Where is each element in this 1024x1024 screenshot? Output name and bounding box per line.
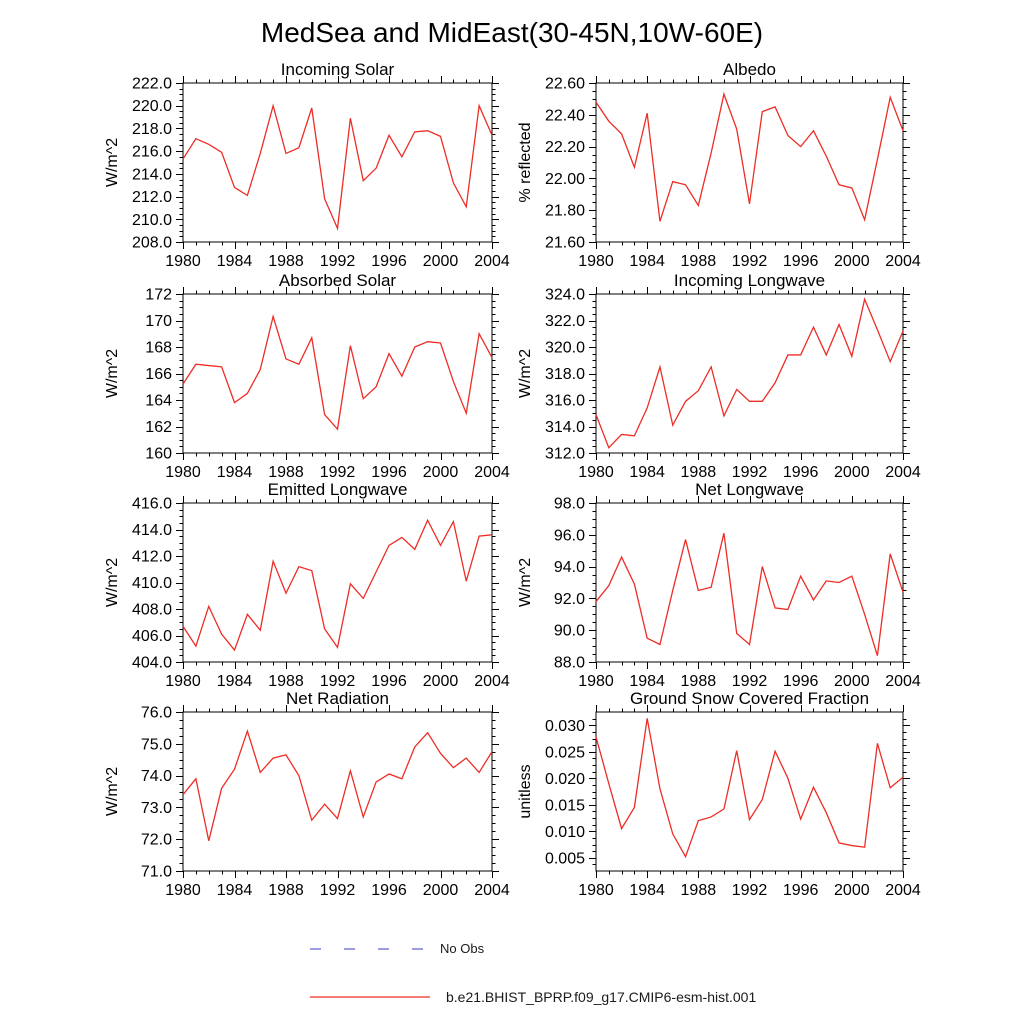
page-title: MedSea and MidEast(30-45N,10W-60E) <box>260 17 764 48</box>
x-tick-label: 2004 <box>474 253 510 270</box>
y-tick-label: 322.0 <box>544 313 585 330</box>
x-tick-label: 2000 <box>834 882 870 899</box>
y-tick-label: 212.0 <box>131 189 172 207</box>
y-axis-label: W/m^2 <box>104 557 121 608</box>
y-tick-label: 210.0 <box>131 211 172 229</box>
x-tick-label: 2000 <box>834 253 870 270</box>
subplot-incoming-longwave <box>517 271 921 481</box>
series-line-net-radiation <box>183 731 492 841</box>
legend-item-case <box>308 989 756 1005</box>
x-tick-label: 1980 <box>578 464 614 481</box>
x-tick-label: 1980 <box>578 882 614 899</box>
x-tick-label: 1988 <box>268 882 304 899</box>
y-tick-label: 168 <box>145 339 172 357</box>
subplot-title: Net Longwave <box>695 480 804 499</box>
series-line-albedo <box>596 94 903 221</box>
series-line-absorbed-solar <box>183 317 492 430</box>
y-tick-label: 22.20 <box>544 139 585 157</box>
x-tick-label: 1992 <box>319 253 356 270</box>
x-tick-label: 1992 <box>731 882 768 899</box>
subplot-title: Incoming Solar <box>280 60 395 79</box>
subplot-title: Ground Snow Covered Fraction <box>629 689 870 708</box>
y-tick-label: 216.0 <box>131 143 172 161</box>
y-axis-label: W/m^2 <box>517 348 534 399</box>
subplot-net-radiation <box>104 689 510 899</box>
y-tick-label: 170 <box>145 313 172 330</box>
x-tick-label: 2004 <box>885 464 921 481</box>
case-solid-line-swatch <box>308 991 432 1003</box>
y-tick-label: 0.025 <box>544 744 585 762</box>
x-tick-label: 1996 <box>371 882 407 899</box>
x-tick-label: 1984 <box>216 673 253 690</box>
x-tick-label: 1980 <box>165 253 201 270</box>
series-line-ground-snow-covered-fraction <box>596 718 903 856</box>
y-tick-label: 406.0 <box>131 628 172 645</box>
subplot-incoming-solar <box>104 60 510 270</box>
y-tick-label: 0.015 <box>544 797 585 815</box>
axis-ticks <box>176 496 499 669</box>
series-line-emitted-longwave <box>183 520 492 650</box>
y-tick-label: 160 <box>145 445 172 463</box>
y-tick-label: 92.0 <box>553 590 585 608</box>
y-tick-label: 414.0 <box>131 522 172 539</box>
y-tick-label: 0.020 <box>544 770 585 788</box>
y-tick-label: 208.0 <box>131 234 172 252</box>
x-tick-label: 1984 <box>629 673 665 690</box>
y-tick-label: 21.80 <box>544 202 585 220</box>
x-tick-label: 2000 <box>834 673 870 690</box>
y-axis-label: % reflected <box>517 122 534 203</box>
x-tick-label: 1992 <box>319 464 356 481</box>
y-tick-label: 412.0 <box>131 548 172 566</box>
subplot-absorbed-solar <box>104 271 510 481</box>
x-tick-label: 1980 <box>578 673 614 690</box>
y-tick-label: 214.0 <box>131 166 172 184</box>
x-tick-label: 1984 <box>216 882 253 899</box>
x-tick-label: 1996 <box>371 253 407 270</box>
x-tick-label: 1988 <box>268 673 304 690</box>
y-axis-label: W/m^2 <box>104 348 121 399</box>
x-tick-label: 1992 <box>731 464 768 481</box>
y-tick-label: 22.40 <box>544 107 585 125</box>
x-tick-label: 1992 <box>319 882 356 899</box>
x-tick-label: 1996 <box>782 464 819 481</box>
subplot-ground-snow-covered-fraction <box>517 689 921 899</box>
x-tick-label: 1980 <box>165 882 201 899</box>
no-obs-dashed-line-swatch <box>308 943 426 955</box>
y-tick-label: 72.0 <box>140 831 172 849</box>
x-tick-label: 1988 <box>680 464 717 481</box>
y-tick-label: 75.0 <box>140 736 172 754</box>
legend-label-case: b.e21.BHIST_BPRP.f09_g17.CMIP6-esm-hist.001 <box>446 989 757 1005</box>
x-tick-label: 2000 <box>422 882 459 899</box>
x-tick-label: 1984 <box>629 464 665 481</box>
subplot-title: Absorbed Solar <box>278 271 397 290</box>
x-tick-label: 1988 <box>680 253 717 270</box>
x-tick-label: 1996 <box>371 673 407 690</box>
x-tick-label: 1996 <box>371 464 407 481</box>
y-tick-label: 76.0 <box>140 704 172 722</box>
y-tick-label: 0.005 <box>544 850 585 868</box>
y-tick-label: 416.0 <box>131 495 172 513</box>
x-tick-label: 2000 <box>422 464 459 481</box>
x-tick-label: 1996 <box>782 673 819 690</box>
subplot-title: Emitted Longwave <box>267 480 408 499</box>
y-tick-label: 164 <box>145 392 172 410</box>
y-tick-label: 220.0 <box>131 98 172 116</box>
x-tick-label: 1992 <box>319 673 356 690</box>
subplot-title: Albedo <box>723 60 776 79</box>
y-tick-label: 408.0 <box>131 601 172 619</box>
y-tick-label: 94.0 <box>553 559 585 577</box>
y-tick-label: 222.0 <box>131 75 172 93</box>
y-tick-label: 98.0 <box>553 495 585 513</box>
x-tick-label: 1984 <box>216 464 253 481</box>
x-tick-label: 1992 <box>731 253 768 270</box>
x-tick-label: 2004 <box>474 464 510 481</box>
x-tick-label: 2004 <box>474 673 510 690</box>
y-tick-label: 320.0 <box>544 339 585 357</box>
y-tick-label: 316.0 <box>544 392 585 410</box>
x-tick-label: 2004 <box>885 882 921 899</box>
y-tick-label: 172 <box>145 286 172 304</box>
series-line-net-longwave <box>596 533 903 655</box>
legend-item-no-obs <box>308 941 484 956</box>
y-tick-label: 324.0 <box>544 286 585 304</box>
y-tick-label: 218.0 <box>131 120 172 138</box>
x-tick-label: 1988 <box>268 464 304 481</box>
y-tick-label: 410.0 <box>131 575 172 592</box>
x-tick-label: 2004 <box>885 673 921 690</box>
x-tick-label: 1980 <box>165 464 201 481</box>
x-tick-label: 2004 <box>474 882 510 899</box>
subplot-title: Net Radiation <box>285 689 390 708</box>
x-tick-label: 2000 <box>834 464 870 481</box>
y-tick-label: 312.0 <box>544 445 585 463</box>
subplot-emitted-longwave <box>104 480 510 690</box>
x-tick-label: 1992 <box>731 673 768 690</box>
y-tick-label: 0.030 <box>544 717 585 735</box>
series-line-incoming-solar <box>183 106 492 229</box>
series-line-incoming-longwave <box>596 299 903 447</box>
subplot-albedo <box>517 60 921 270</box>
x-tick-label: 2000 <box>422 253 459 270</box>
x-tick-label: 1984 <box>629 253 665 270</box>
y-axis-label: W/m^2 <box>104 766 121 817</box>
legend-label-no-obs: No Obs <box>440 941 485 956</box>
y-tick-label: 314.0 <box>544 419 585 436</box>
y-tick-label: 318.0 <box>544 366 585 383</box>
y-axis-label: W/m^2 <box>104 137 121 188</box>
y-tick-label: 73.0 <box>140 799 172 817</box>
x-tick-label: 2004 <box>885 253 921 270</box>
y-tick-label: 74.0 <box>140 768 172 786</box>
y-tick-label: 162 <box>145 419 172 436</box>
y-tick-label: 96.0 <box>553 527 585 545</box>
y-tick-label: 22.60 <box>544 75 585 93</box>
x-tick-label: 1984 <box>629 882 665 899</box>
y-axis-label: W/m^2 <box>517 557 534 608</box>
x-tick-label: 1984 <box>216 253 253 270</box>
y-tick-label: 21.60 <box>544 234 585 252</box>
y-tick-label: 404.0 <box>131 654 172 672</box>
y-tick-label: 88.0 <box>553 654 585 672</box>
x-tick-label: 1996 <box>782 882 819 899</box>
subplot-title: Incoming Longwave <box>673 271 826 290</box>
y-tick-label: 0.010 <box>544 823 585 841</box>
y-tick-label: 22.00 <box>544 170 585 188</box>
y-axis-label: unitless <box>517 764 534 819</box>
x-tick-label: 1980 <box>578 253 614 270</box>
subplot-net-longwave <box>517 480 921 690</box>
y-tick-label: 166 <box>145 366 172 383</box>
y-tick-label: 90.0 <box>553 622 585 640</box>
x-tick-label: 1988 <box>268 253 304 270</box>
x-tick-label: 2000 <box>422 673 459 690</box>
x-tick-label: 1988 <box>680 673 717 690</box>
y-tick-label: 71.0 <box>140 863 172 881</box>
axis-ticks <box>589 76 910 249</box>
x-tick-label: 1980 <box>165 673 201 690</box>
x-tick-label: 1988 <box>680 882 717 899</box>
axis-ticks <box>176 705 499 878</box>
x-tick-label: 1996 <box>782 253 819 270</box>
